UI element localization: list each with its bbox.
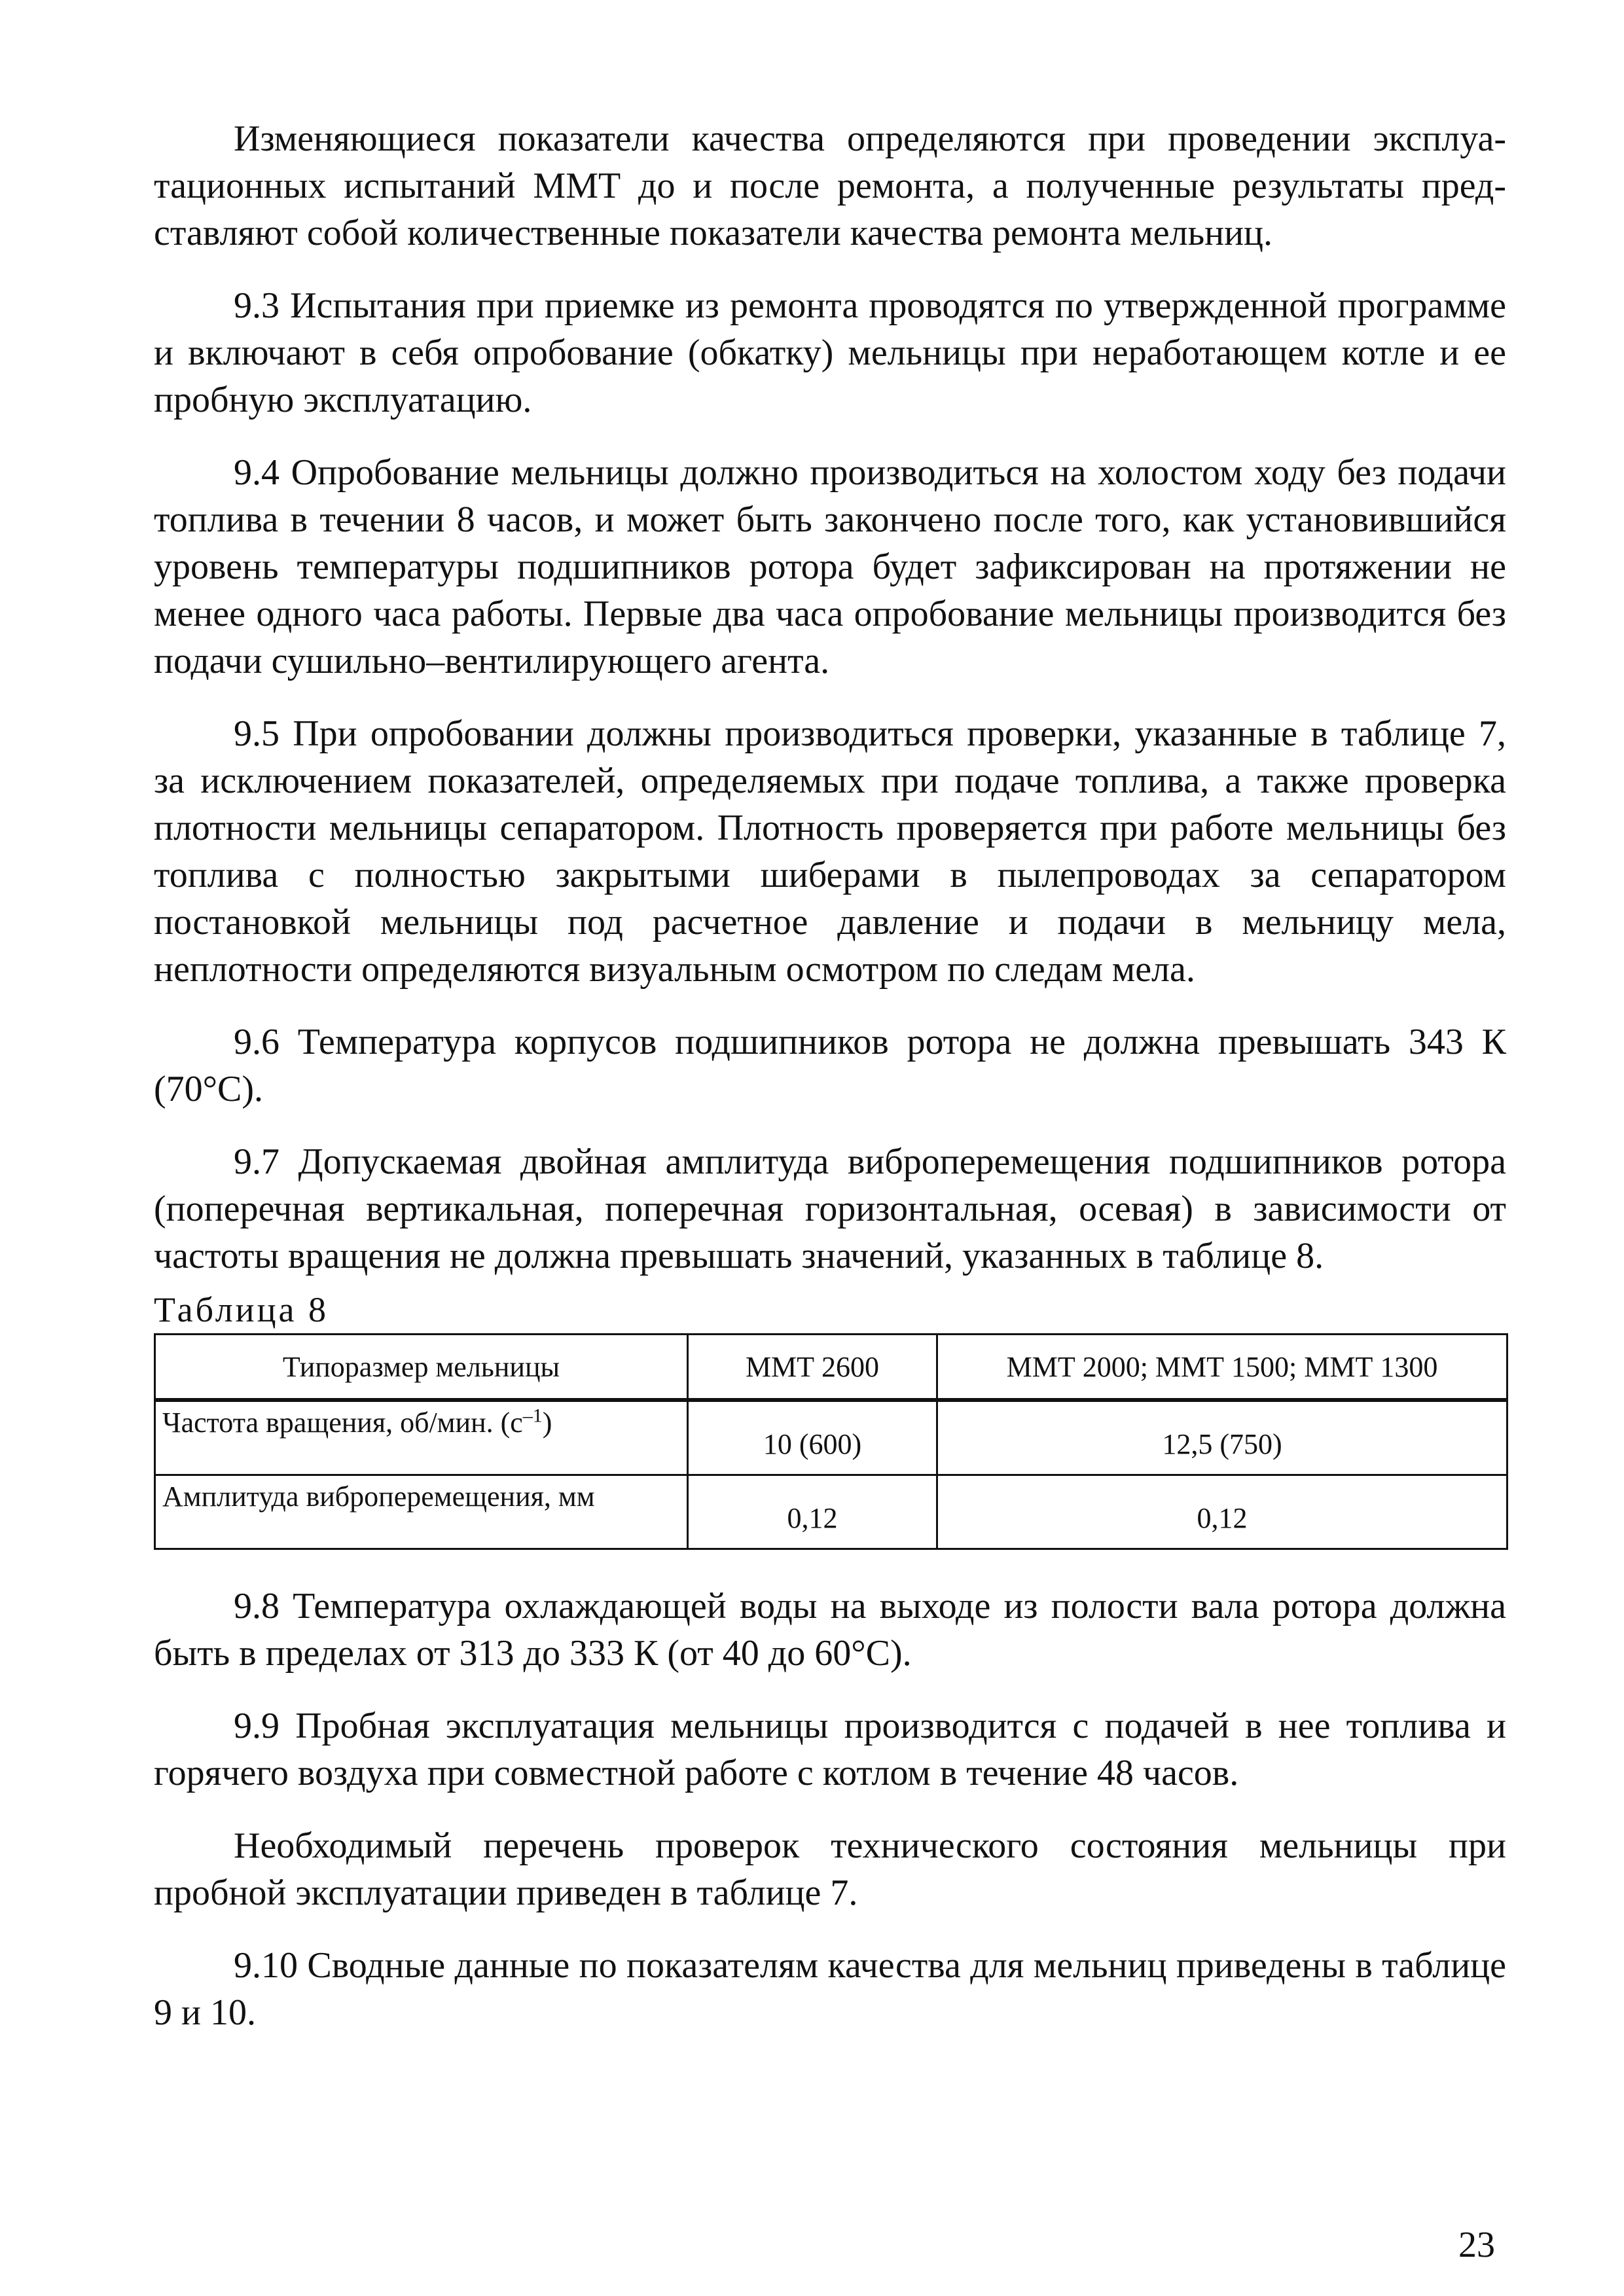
document-page [154,115,1506,2062]
paragraph-checklist: Необходимый перечень проверок технического состояния мельницы при пробной эксплуатации приведен в таблице 7. [154,1825,1506,1913]
table-caption: Таблица 8 [154,1290,329,1329]
table-row-label [155,1400,688,1475]
table-cell: 0,12 [937,1475,1507,1549]
table-header-cell: ММТ 2600 [688,1335,937,1401]
table-header-cell: ММТ 2000; ММТ 1500; ММТ 1300 [937,1335,1507,1401]
page-number: 23 [1458,2225,1495,2265]
table-row [155,1400,1507,1475]
paragraph-intro: Изменяющиеся показатели качества определяются при проведении эксплуатационных испытаний ММТ до и после ремонта, а полученные результаты представляют собой количественные показатели качества ремонта мельниц. [154,118,1506,253]
paragraph-9-4: 9.4 Опробование мельницы должно производиться на холостом ходу без подачи топлива в течении 8 часов, и может быть закончено после того, как установившийся уровень температуры подшипников ротора будет зафиксирован на протяжении не менее одного часа работы. Первые два часа опробование мельницы производится без подачи сушильно–вентилирующего агента. [154,452,1506,681]
paragraph-9-10: 9.10 Сводные данные по показателям качества для мельниц приведены в таблице 9 и 10. [154,1945,1506,2033]
row-label-text-end: ) [542,1407,552,1439]
table-cell: 0,12 [688,1475,937,1549]
paragraph-9-6: 9.6 Температура корпусов подшипников ротора не должна превышать 343 К (70°С). [154,1022,1506,1109]
row-label-superscript: –1 [522,1405,543,1427]
paragraph-9-3: 9.3 Испытания при приемке из ремонта проводятся по утвержденной программе и включают в себя опробование (обкатку) мельницы при неработающем котле и ее пробную эксплуатацию. [154,285,1506,420]
table-row [155,1475,1507,1549]
table-cell: 12,5 (750) [937,1400,1507,1475]
paragraph-9-9: 9.9 Пробная эксплуатация мельницы производится с подачей в нее топлива и горячего воздуха при совместной работе с котлом в течение 48 часов. [154,1706,1506,1793]
paragraph-9-7: 9.7 Допускаемая двойная амплитуда виброперемещения подшипников ротора (поперечная вертикальная, поперечная горизонтальная, осевая) в зависимости от частоты вращения не должна превышать значений, указанных в таблице 8. [154,1141,1506,1276]
table-8 [154,1333,1508,1550]
row-label-text: Частота вращения, об/мин. (с [162,1407,523,1439]
paragraph-9-5: 9.5 При опробовании должны производиться проверки, указанные в таблице 7, за исключением показателей, определяемых при подаче топлива, а также проверка плотности мельницы сепаратором. Плотность проверяется при работе мельницы без топлива с полностью закрытыми шиберами в пылепроводах за сепаратором постановкой мельницы под расчетное давление и подачи в мельницу мела, неплотности определяются визуальным осмотром по следам мела. [154,713,1506,990]
table-row-label: Амплитуда виброперемещения, мм [155,1475,688,1549]
table-cell: 10 (600) [688,1400,937,1475]
table-header-row [155,1335,1507,1401]
paragraph-9-8: 9.8 Температура охлаждающей воды на выходе из полости вала ротора должна быть в пределах от 313 до 333 К (от 40 до 60°С). [154,1586,1506,1674]
table-header-cell: Типоразмер мельницы [155,1335,688,1401]
